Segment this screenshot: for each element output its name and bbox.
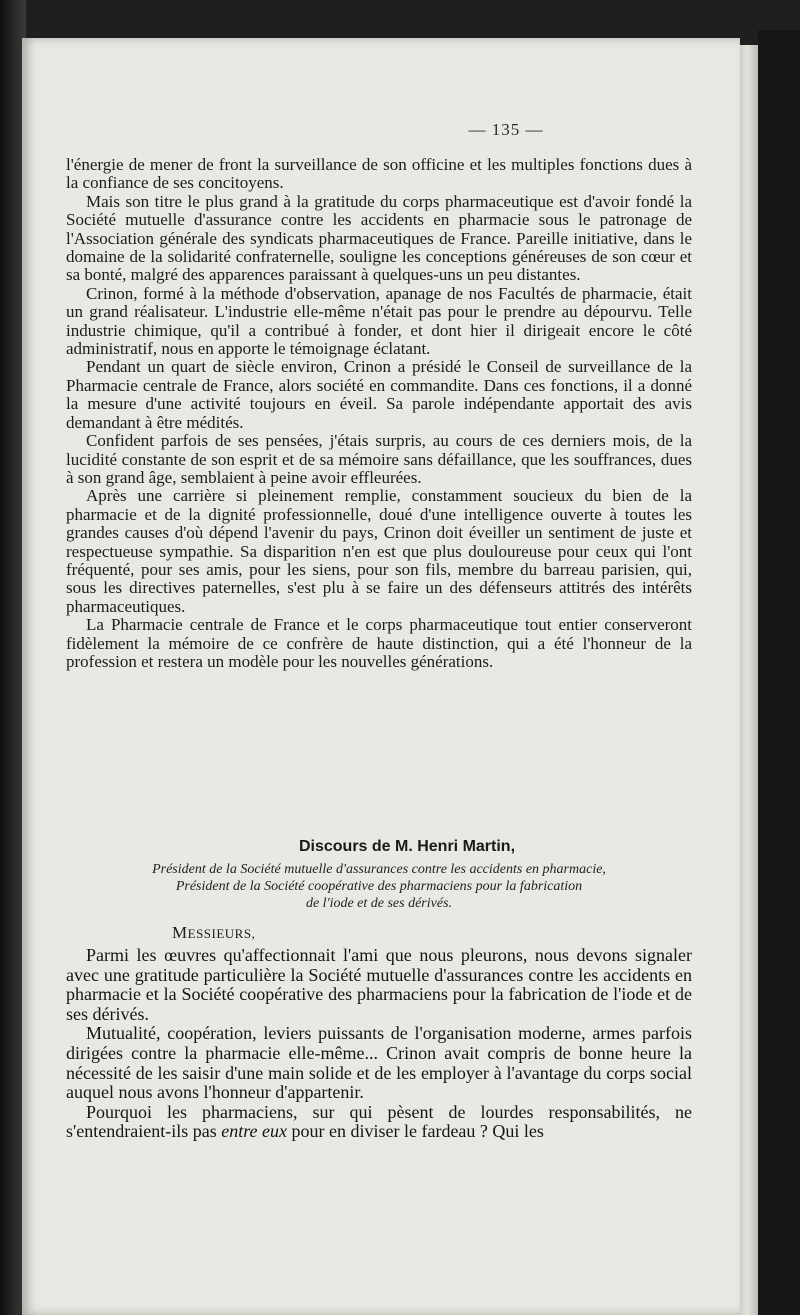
page-edge	[740, 45, 758, 1315]
speaker-role	[66, 861, 692, 912]
text-run: pour en diviser le fardeau ? Qui les	[287, 1121, 544, 1142]
speech-title: Discours de M. Henri Martin,	[298, 838, 516, 855]
speech-text	[66, 946, 692, 1142]
paragraph: Crinon, formé à la méthode d'observation, apanage de nos Facultés de pharmacie, était un grand réalisateur. L'industrie elle-même n'était pas pour le prendre au dépourvu. Telle industrie chimique, qu'il a contribué à fonder, et dont hier il dirigeait encore le côté administratif, nous en apporte le témoignage éclatant.	[66, 283, 692, 359]
paragraph: La Pharmacie centrale de France et le corps pharmaceutique tout entier conserveront fidèlement la mémoire de ce confrère de haute distinction, qui a été l'honneur de la profession et restera un modèle pour les nouvelles générations.	[66, 615, 692, 671]
emphasis-text: entre eux	[221, 1121, 287, 1142]
background-edge	[758, 30, 800, 1315]
role-line: Président de la Société mutuelle d'assurances contre les accidents en pharmacie,	[152, 862, 606, 877]
paragraph: Pendant un quart de siècle environ, Crinon a présidé le Conseil de surveillance de la Pharmacie centrale de France, alors société en commandite. Dans ces fonctions, il a donné la mesure d'une activité toujours en éveil. Sa parole indépendante apportait des avis demandant à être médités.	[66, 357, 692, 432]
book-page	[22, 38, 740, 1315]
paragraph: Après une carrière si pleinement remplie, constamment soucieux du bien de la pharmacie et de la dignité professionnelle, doué d'une intelligence ouverte à toutes les grandes causes d'où dépend l'avenir du pays, Crinon doit éveiller un sentiment de juste et respectueuse sympathie. Sa disparition n'en est que plus douloureuse pour ceux qui l'ont fréquenté, pour ses amis, pour les siens, pour son fils, membre du barreau parisien, qui, sous les directives paternelles, s'est plu à se faire un des défenseurs attitrés des intérêts pharmaceutiques.	[66, 486, 692, 616]
obituary-text	[66, 156, 692, 671]
text-run: Pourquoi les pharmaciens, sur qui pèsent de lourdes responsabilités, ne s'entendraient-ils pas	[66, 1101, 692, 1142]
paragraph: Parmi les œuvres qu'affectionnait l'ami que nous pleurons, nous devons signaler avec une gratitude particulière la Société mutuelle d'assurances contre les accidents en pharmacie et la Société coopérative des pharmaciens pour la fabrication de l'iode et de ses dérivés.	[66, 945, 692, 1024]
salutation	[172, 923, 372, 943]
paragraph: Mutualité, coopération, leviers puissants de l'organisation moderne, armes parfois dirigées contre la pharmacie elle-même... Crinon avait compris de bonne heure la nécessité de les saisir d'une main solide et de les employer à l'avantage du corps social auquel nous avons l'honneur d'appartenir.	[66, 1023, 692, 1103]
paragraph: Mais son titre le plus grand à la gratitude du corps pharmaceutique est d'avoir fondé la Société mutuelle d'assurance contre les accidents en pharmacie sous le patronage de l'Association générale des syndicats pharmaceutiques de France. Pareille initiative, dans le domaine de la solidarité confraternelle, souligne les conceptions généreuses de son cœur et sa bonté, malgré des apparences paraissant à quelques-uns un peu distantes.	[66, 191, 692, 285]
role-line: de l'iode et de ses dérivés.	[305, 896, 453, 911]
role-line: Président de la Société coopérative des pharmaciens pour la fabrication	[175, 879, 583, 894]
paragraph	[66, 1103, 692, 1142]
paragraph: l'énergie de mener de front la surveillance de son officine et les multiples fonctions dues à la confiance de ses concitoyens.	[66, 155, 692, 193]
salutation-initial: M	[172, 923, 188, 942]
paragraph: Confident parfois de ses pensées, j'étais surpris, au cours de ces derniers mois, de la lucidité constante de son esprit et de sa mémoire sans défaillance, que les souffrances, dues à son grand âge, semblaient à peine avoir effleurées.	[66, 431, 692, 487]
page-number: — 135 —	[468, 120, 544, 139]
salutation-rest: ESSIEURS,	[187, 926, 256, 941]
